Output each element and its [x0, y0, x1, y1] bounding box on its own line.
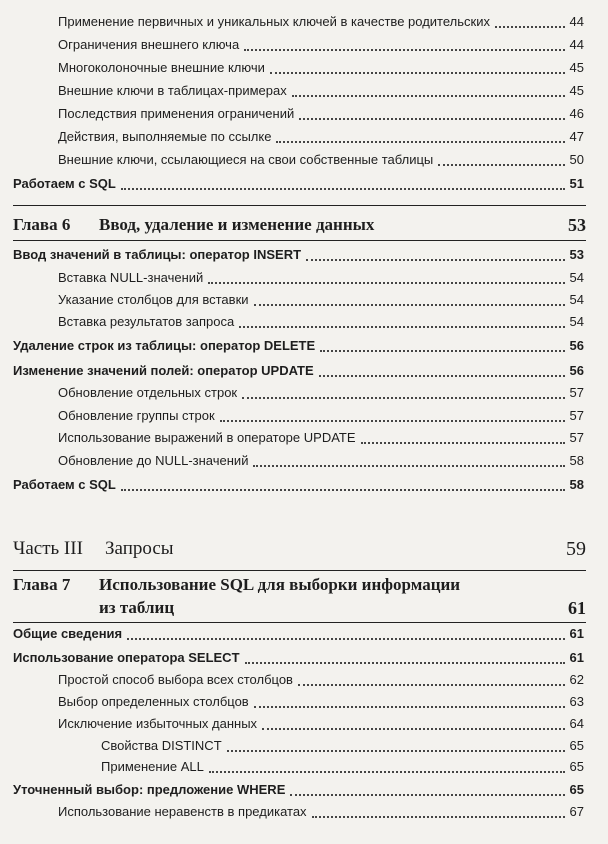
section-page: 51 — [569, 176, 584, 191]
entry-page: 57 — [569, 430, 584, 445]
toc-entry — [58, 35, 584, 55]
dot-leader — [121, 188, 565, 190]
entry-title: Применение первичных и уникальных ключей в качестве родительских — [58, 14, 490, 29]
section-title: Общие сведения — [13, 626, 123, 641]
chapter-rule — [13, 205, 586, 206]
toc-entry — [58, 81, 584, 101]
section-title: Работаем с SQL — [13, 477, 116, 492]
chapter-label: Глава 7 — [13, 575, 71, 594]
toc-entry — [58, 312, 584, 332]
entry-page: 57 — [569, 385, 584, 400]
chapter-rule — [13, 240, 586, 241]
part-title: Запросы — [105, 538, 174, 559]
dot-leader — [319, 375, 565, 377]
dot-leader — [438, 164, 564, 166]
entry-title: Ограничения внешнего ключа — [58, 37, 240, 52]
toc-section — [13, 245, 584, 265]
chapter-label: Глава 6 — [13, 215, 71, 234]
section-title: Ввод значений в таблицы: оператор INSERT — [13, 247, 302, 262]
section-page: 61 — [569, 650, 584, 665]
dot-leader — [262, 728, 564, 730]
dot-leader — [290, 794, 564, 796]
entry-page: 44 — [569, 37, 584, 52]
dot-leader — [254, 706, 565, 708]
entry-title: Свойства DISTINCT — [101, 738, 222, 753]
toc-entry — [58, 290, 584, 310]
entry-page: 46 — [569, 106, 584, 121]
section-page: 56 — [569, 338, 584, 353]
entry-title: Исключение избыточных данных — [58, 716, 258, 731]
dot-leader — [299, 118, 564, 120]
entry-page: 54 — [569, 314, 584, 329]
toc-section — [13, 174, 584, 194]
entry-page: 64 — [569, 716, 584, 731]
dot-leader — [209, 771, 565, 773]
toc-section — [13, 624, 584, 644]
dot-leader — [208, 282, 564, 284]
toc-entry — [58, 383, 584, 403]
dot-leader — [312, 816, 565, 818]
section-page: 53 — [569, 247, 584, 262]
entry-title: Простой способ выбора всех столбцов — [58, 672, 293, 687]
chapter-rule — [13, 622, 586, 623]
part-page: 59 — [566, 538, 586, 560]
dot-leader — [298, 684, 565, 686]
toc-entry — [58, 268, 584, 288]
entry-page: 44 — [569, 14, 584, 29]
section-title: Использование оператора SELECT — [13, 650, 240, 665]
toc-entry — [58, 802, 584, 822]
dot-leader — [227, 750, 565, 752]
dot-leader — [121, 489, 565, 491]
toc-entry — [58, 714, 584, 734]
entry-page: 57 — [569, 408, 584, 423]
toc-section — [13, 361, 584, 381]
toc-section — [13, 475, 584, 495]
section-page: 58 — [569, 477, 584, 492]
section-title: Работаем с SQL — [13, 176, 116, 191]
dot-leader — [245, 662, 565, 664]
dot-leader — [270, 72, 565, 74]
toc-entry — [58, 127, 584, 147]
entry-page: 50 — [569, 152, 584, 167]
toc-entry — [58, 406, 584, 426]
toc-entry — [101, 736, 584, 756]
chapter-title-line2: из таблиц — [99, 598, 175, 617]
section-page: 61 — [569, 626, 584, 641]
entry-page: 45 — [569, 60, 584, 75]
toc-entry — [101, 757, 584, 777]
toc-entry — [58, 428, 584, 448]
entry-title: Внешние ключи, ссылающиеся на свои собственные таблицы — [58, 152, 434, 167]
toc-entry — [58, 670, 584, 690]
dot-leader — [292, 95, 565, 97]
entry-title: Обновление до NULL-значений — [58, 453, 249, 468]
dot-leader — [253, 465, 564, 467]
entry-title: Вставка NULL-значений — [58, 270, 204, 285]
dot-leader — [306, 259, 565, 261]
entry-page: 45 — [569, 83, 584, 98]
chapter-title: Ввод, удаление и изменение данных — [99, 215, 375, 234]
chapter-page: 61 — [568, 598, 586, 618]
entry-title: Использование неравенств в предикатах — [58, 804, 307, 819]
entry-title: Выбор определенных столбцов — [58, 694, 249, 709]
dot-leader — [239, 326, 564, 328]
entry-page: 47 — [569, 129, 584, 144]
dot-leader — [127, 638, 564, 640]
entry-title: Обновление отдельных строк — [58, 385, 238, 400]
section-title: Удаление строк из таблицы: оператор DELETE — [13, 338, 316, 353]
section-title: Уточненный выбор: предложение WHERE — [13, 782, 286, 797]
dot-leader — [495, 26, 565, 28]
toc-entry — [58, 692, 584, 712]
dot-leader — [242, 397, 564, 399]
dot-leader — [244, 49, 564, 51]
entry-title: Вставка результатов запроса — [58, 314, 235, 329]
dot-leader — [254, 304, 565, 306]
chapter-rule — [13, 570, 586, 571]
toc-entry — [58, 58, 584, 78]
toc-entry — [58, 451, 584, 471]
toc-section — [13, 336, 584, 356]
entry-page: 54 — [569, 270, 584, 285]
entry-title: Указание столбцов для вставки — [58, 292, 249, 307]
chapter-page: 53 — [568, 215, 586, 235]
section-title: Изменение значений полей: оператор UPDATE — [13, 363, 314, 378]
entry-title: Применение ALL — [101, 759, 204, 774]
toc-section — [13, 648, 584, 668]
entry-page: 54 — [569, 292, 584, 307]
toc-entry — [58, 104, 584, 124]
entry-page: 62 — [569, 672, 584, 687]
toc-section — [13, 780, 584, 800]
dot-leader — [361, 442, 565, 444]
dot-leader — [320, 350, 564, 352]
toc-entry — [58, 12, 584, 32]
entry-title: Последствия применения ограничений — [58, 106, 295, 121]
entry-title: Действия, выполняемые по ссылке — [58, 129, 272, 144]
entry-page: 65 — [569, 738, 584, 753]
entry-title: Обновление группы строк — [58, 408, 215, 423]
section-page: 65 — [569, 782, 584, 797]
section-page: 56 — [569, 363, 584, 378]
entry-title: Использование выражений в операторе UPDATE — [58, 430, 356, 445]
chapter-title-line1: Использование SQL для выборки информации — [99, 575, 461, 594]
entry-title: Многоколоночные внешние ключи — [58, 60, 265, 75]
entry-title: Внешние ключи в таблицах-примерах — [58, 83, 287, 98]
entry-page: 58 — [569, 453, 584, 468]
entry-page: 63 — [569, 694, 584, 709]
toc-entry — [58, 150, 584, 170]
part-label: Часть III — [13, 538, 83, 559]
dot-leader — [276, 141, 564, 143]
entry-page: 67 — [569, 804, 584, 819]
dot-leader — [220, 420, 565, 422]
entry-page: 65 — [569, 759, 584, 774]
